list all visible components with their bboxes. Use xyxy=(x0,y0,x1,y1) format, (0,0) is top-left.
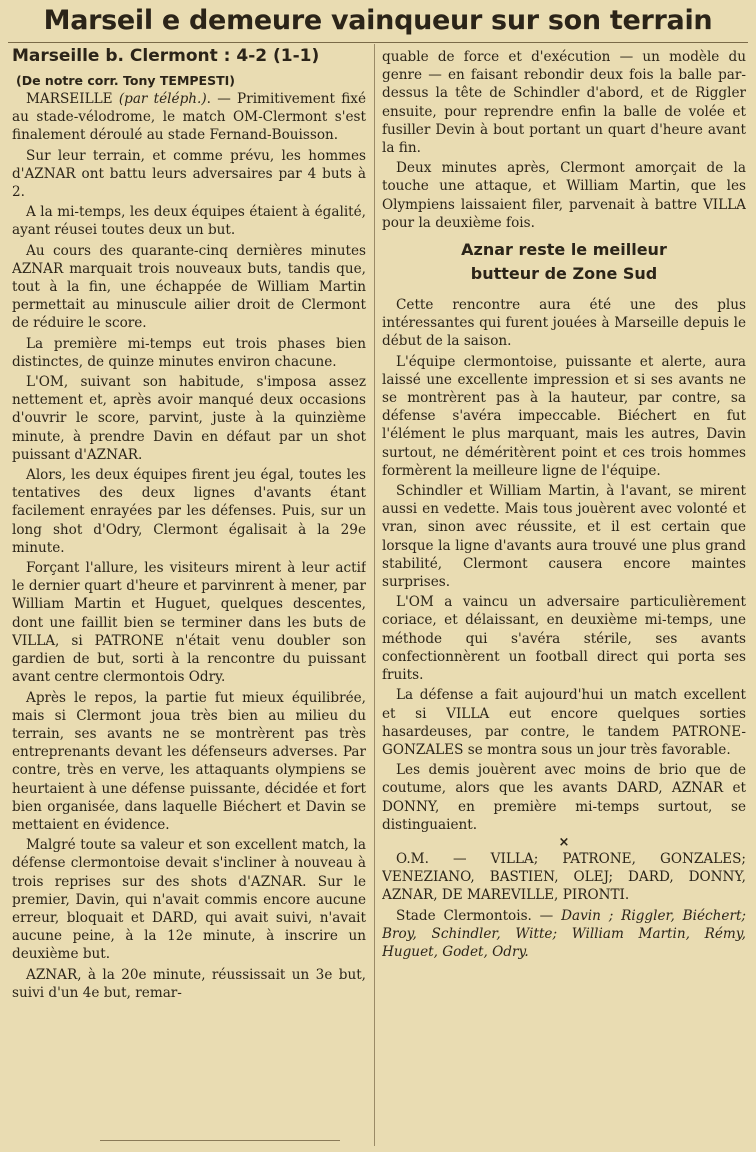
left-paragraph: Forçant l'allure, les visiteurs mirent à leur actif le dernier quart d'heure et parvinrent à mener, par William Martin et Huguet, quelques descentes, dont une faillit bien se terminer dans les buts de VILLA, si PATRONE n'était venu doubler son gardien de but, sorti à la rencontre du puissant avant centre clermontois Odry. xyxy=(12,560,366,686)
left-paragraph: Alors, les deux équipes firent jeu égal, toutes les tentatives des deux lignes d'avants étant facilement enrayées par les défenses. Puis, sur un long shot d'Odry, Clermont égalisait à la 29e minute. xyxy=(12,467,366,556)
left-paragraph: Après le repos, la partie fut mieux équilibrée, mais si Clermont joua très bien au milieu du terrain, ses avants ne se montrèrent pas très entreprenants devant les défenseurs adverses. Par contre, très en verve, les attaquants olympiens se heurtaient à une défense puissante, décidée et fort bien organisée, dans laquelle Biéchert et Davin se mettaient en évidence. xyxy=(12,689,366,833)
byline: (De notre corr. Tony TEMPESTI) xyxy=(16,73,235,88)
headline: Marseil e demeure vainqueur sur son terrain xyxy=(43,5,713,36)
column-divider xyxy=(374,44,375,1146)
left-paragraph: Sur leur terrain, et comme prévu, les hommes d'AZNAR ont battu leurs adversaires par 4 buts à 2. xyxy=(12,147,366,201)
right-column xyxy=(382,48,746,1152)
right-paragraph: Les demis jouèrent avec moins de brio que de coutume, alors que les avants DARD, AZNAR et DONNY, en première mi-temps surtout, se distinguaient. xyxy=(382,762,746,833)
right-paragraph: La défense a fait aujourd'hui un match excellent et si VILLA eut encore quelques sorties hasardeuses, par contre, le tandem PATRONE-GONZALES se montra sous un jour très favorable. xyxy=(382,687,746,758)
dateline-note: (par téléph.) xyxy=(118,91,207,107)
left-paragraph: Malgré toute sa valeur et son excellent match, la défense clermontoise devait s'incliner à nouveau à trois reprises sur des shots d'AZNAR. Sur le premier, Davin, qui n'avait commis encore aucune erreur, bloquait et DARD, qui avait suivi, n'avait aucune peine, à la 12e minute, à inscrire un deuxième but. xyxy=(12,837,366,963)
left-paragraph: La première mi-temps eut trois phases bien distinctes, de quinze minutes environ chacune. xyxy=(12,335,366,370)
headline-rule xyxy=(8,42,748,43)
left-paragraph: MARSEILLE (par téléph.). — Primitivement fixé au stade-vélodrome, le match OM-Clermont s'est finalement déroulé au stade Fernand-Bouisson. xyxy=(12,91,366,144)
left-paragraph: Au cours des quarante-cinq dernières minutes AZNAR marquait trois nouveaux buts, tandis que, tout à la fin, une échappée de William Martin permettait au minuscule ailier droit de Clermont de réduire le score. xyxy=(12,242,366,332)
left-paragraph: A la mi-temps, les deux équipes étaient à égalité, ayant réusei toutes deux un but. xyxy=(12,204,366,239)
section-subhead: Aznar reste le meilleur butteur de Zone Sud xyxy=(461,240,667,284)
right-paragraph: Schindler et William Martin, à l'avant, se mirent aussi en vedette. Mais tous jouèrent avec volonté et vran, sinon avec réussite, et il est certain que lorsque la ligne d'avants aura trouvé une plus grand stabilité, Clermont causera encore maintes surprises. xyxy=(382,483,746,591)
left-paragraph: L'OM, suivant son habitude, s'imposa assez nettement et, après avoir manqué deux occasions d'ouvrir le score, parvint, juste à la quinzième minute, à prendre Davin en défaut par un shot puissant d'AZNAR. xyxy=(12,374,366,463)
bottom-rule xyxy=(100,1140,340,1141)
lineup-clermont: Stade Clermontois. — Davin ; Riggler, Biéchert; Broy, Schindler, Witte; William Martin, Rémy, Huguet, Godet, Odry. xyxy=(382,907,746,960)
right-paragraph: quable de force et d'exécution — un modèle du genre — en faisant rebondir deux fois la balle par-dessus la tête de Schindler d'abord, et de Riggler ensuite, pour reprendre enfin la balle de volée et fusiller Devin à bout portant un quart d'heure avant la fin. xyxy=(382,49,746,157)
right-paragraph: Cette rencontre aura été une des plus intéressantes qui furent jouées à Marseille depuis le début de la saison. xyxy=(382,297,746,350)
left-column xyxy=(12,44,366,1148)
separator-mark: × xyxy=(558,834,570,850)
left-paragraph: AZNAR, à la 20e minute, réussissait un 3e but, suivi d'un 4e but, remar- xyxy=(12,966,366,1001)
right-paragraph: L'équipe clermontoise, puissante et alerte, aura laissé une excellente impression et si ses avants ne se montrèrent pas à la hauteur, par contre, sa défense s'avéra impeccable. Biéchert en fut l'élément le plus marquant, mais les autres, Davin surtout, ne déméritèrent point et ces trois hommes formèrent la meilleure ligne de l'équipe. xyxy=(382,353,746,479)
right-paragraph: Deux minutes après, Clermont amorçait de la touche une attaque, et William Martin, que les Olympiens laissaient filer, parvenait à battre VILLA pour la deuxième fois. xyxy=(382,160,746,231)
lineup-om: O.M. — VILLA; PATRONE, GONZALES; VENEZIANO, BASTIEN, OLEJ; DARD, DONNY, AZNAR, DE MAREVILLE, PIRONTI. xyxy=(382,850,746,904)
lineups xyxy=(382,850,746,961)
right-paragraph: L'OM a vaincu un adversaire particulièrement coriace, et délaissant, en deuxième mi-temps, une méthode qui s'avéra stérile, ses avants confectionnèrent un football direct qui porta ses fruits. xyxy=(382,594,746,684)
dateline: MARSEILLE xyxy=(26,91,113,107)
score-subhead: Marseille b. Clermont : 4-2 (1-1) xyxy=(12,46,320,66)
